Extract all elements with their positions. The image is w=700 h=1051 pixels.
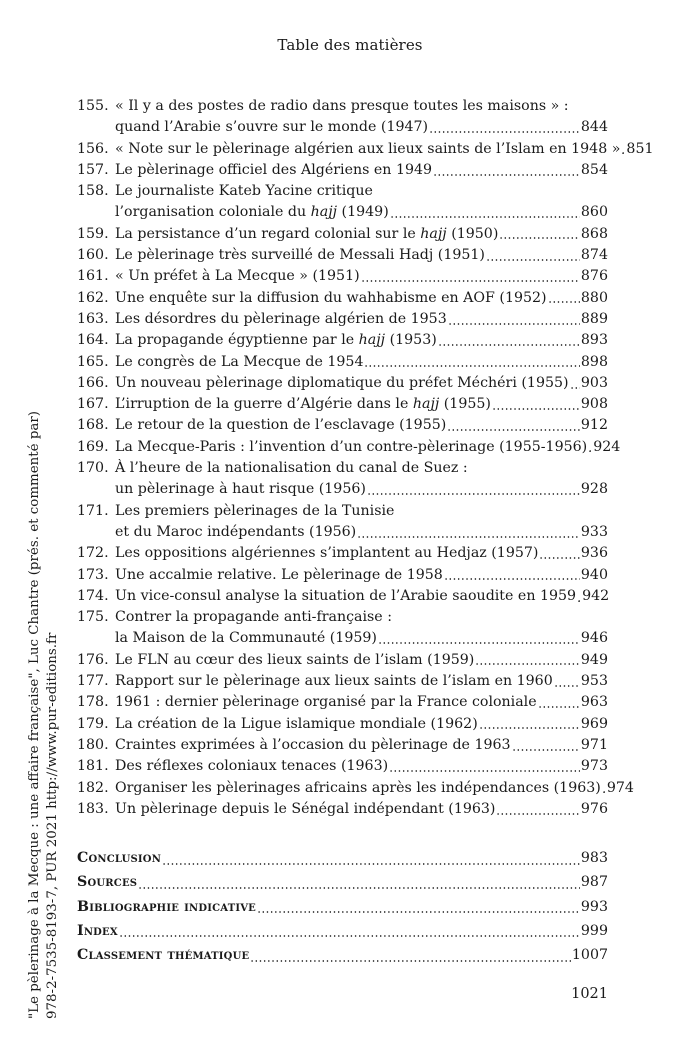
section-page: 987 <box>580 874 608 891</box>
section-entry <box>77 943 608 967</box>
table-of-contents <box>77 96 654 967</box>
dot-leader <box>250 958 571 963</box>
entry-line <box>115 415 608 436</box>
entry-title: Le retour de la question de l’esclavage (1955) <box>115 417 447 434</box>
entry-page: 908 <box>580 396 608 413</box>
entry-line <box>115 479 608 500</box>
dot-leader <box>539 556 579 561</box>
entry-number: 178. <box>77 694 109 711</box>
entry-line <box>115 437 621 458</box>
entry-title-part: L’irruption de la guerre d’Algérie dans le <box>115 396 413 413</box>
entry-page: 903 <box>580 374 608 391</box>
toc-entry <box>77 96 608 139</box>
dot-leader <box>367 492 580 497</box>
entry-body <box>115 735 608 756</box>
entry-line <box>115 224 608 245</box>
entry-line <box>115 266 608 287</box>
entry-number: 161. <box>77 268 109 285</box>
entry-number: 173. <box>77 566 109 583</box>
entry-title: 1961 : dernier pèlerinage organisé par la France coloniale <box>115 694 537 711</box>
entry-line <box>115 288 608 309</box>
entry-body <box>115 224 608 245</box>
dot-leader <box>554 683 580 688</box>
section-title: Conclusion <box>77 850 162 867</box>
dot-leader <box>538 705 580 710</box>
dot-leader <box>433 172 580 177</box>
dot-leader <box>444 577 580 582</box>
section-gap <box>77 820 608 846</box>
entry-body <box>115 565 608 586</box>
entry-title: La Mecque-Paris : l’invention d’un contre-pèlerinage (1955-1956) <box>115 438 588 455</box>
entry-page: 942 <box>582 587 610 604</box>
section-page: 999 <box>580 922 608 939</box>
entry-body <box>115 543 608 564</box>
dot-leader <box>389 769 580 774</box>
entry-title: Le congrès de La Mecque de 1954 <box>115 353 364 370</box>
dot-leader <box>577 598 581 603</box>
dot-leader <box>486 257 580 262</box>
section-title: Sources <box>77 874 138 891</box>
entry-line <box>115 522 608 543</box>
entry-line <box>115 799 608 820</box>
entry-title: Contrer la propagande anti-française : <box>115 609 392 626</box>
entry-page: 898 <box>580 353 608 370</box>
toc-entry <box>77 394 608 415</box>
section-page: 1007 <box>571 946 608 963</box>
entry-body <box>115 352 608 373</box>
section-page: 983 <box>580 850 608 867</box>
entry-title: À l’heure de la nationalisation du canal de Suez : <box>115 460 468 477</box>
entry-title: Le pèlerinage très surveillé de Messali Hadj (1951) <box>115 247 485 264</box>
entry-number: 174. <box>77 587 109 604</box>
dot-leader <box>447 428 580 433</box>
entry-title: et du Maroc indépendants (1956) <box>115 523 357 540</box>
entry-page: 880 <box>580 289 608 306</box>
entry-title: Des réflexes coloniaux tenaces (1963) <box>115 758 389 775</box>
entry-line <box>115 373 608 394</box>
entry-title: Le journaliste Kateb Yacine critique <box>115 183 373 200</box>
entry-line <box>115 501 608 522</box>
entry-number: 160. <box>77 247 109 264</box>
entry-page: 874 <box>580 247 608 264</box>
entry-page: 933 <box>580 523 608 540</box>
toc-entry <box>77 501 608 544</box>
section-entry <box>77 895 608 919</box>
toc-entry <box>77 245 608 266</box>
watermark-line-2: 978-2-7535-8193-7, PUR 2021 http://www.pur-editions.fr <box>44 632 60 1019</box>
dot-leader <box>257 910 580 915</box>
entry-title: « Il y a des postes de radio dans presque toutes les maisons » : <box>115 98 569 114</box>
entry-title: Organiser les pèlerinages africains après les indépendances (1963) <box>115 779 601 796</box>
toc-entry <box>77 266 608 287</box>
entry-line <box>115 352 608 373</box>
toc-entry <box>77 352 608 373</box>
entry-body <box>115 778 634 799</box>
entry-body <box>115 607 608 650</box>
entry-body <box>115 415 608 436</box>
section-title: Classement thématique <box>77 946 250 963</box>
entry-line <box>115 714 608 735</box>
toc-entry <box>77 330 608 351</box>
dot-leader <box>361 279 580 284</box>
dot-leader <box>479 726 580 731</box>
entry-line <box>115 330 608 351</box>
entry-number: 159. <box>77 225 109 242</box>
entry-page: 969 <box>580 715 608 732</box>
section-entry <box>77 919 608 943</box>
entry-title: Un nouveau pèlerinage diplomatique du préfet Méchéri (1955) <box>115 374 569 391</box>
entry-number: 158. <box>77 183 109 200</box>
entry-number: 176. <box>77 651 109 668</box>
entry-page: 860 <box>580 204 608 221</box>
entry-number: 168. <box>77 417 109 434</box>
entry-title: la Maison de la Communauté (1959) <box>115 630 377 647</box>
entry-title: La création de la Ligue islamique mondiale (1962) <box>115 715 478 732</box>
entry-number: 175. <box>77 609 109 626</box>
section-title: Bibliographie indicative <box>77 898 256 915</box>
dot-leader <box>357 534 580 539</box>
toc-entry <box>77 607 608 650</box>
running-header: Table des matières <box>277 36 423 54</box>
toc-entries <box>77 96 654 820</box>
entry-title: Les désordres du pèlerinage algérien de 1953 <box>115 310 447 327</box>
entry-number: 165. <box>77 353 109 370</box>
entry-number: 164. <box>77 332 109 349</box>
entry-line <box>115 181 608 202</box>
entry-line <box>115 309 608 330</box>
dot-leader <box>378 641 580 646</box>
toc-sections <box>77 846 608 967</box>
entry-page: 974 <box>606 779 634 796</box>
entry-title: Le pèlerinage officiel des Algériens en 1949 <box>115 161 433 178</box>
entry-title: « Note sur le pèlerinage algérien aux lieux saints de l’Islam en 1948 » <box>115 140 621 157</box>
toc-entry <box>77 415 608 436</box>
entry-title-part: La propagande égyptienne par le <box>115 332 359 349</box>
entry-page: 868 <box>580 225 608 242</box>
entry-title-part: l’organisation coloniale du <box>115 204 311 221</box>
entry-page: 844 <box>580 119 608 136</box>
toc-entry <box>77 373 608 394</box>
entry-title: Une enquête sur la diffusion du wahhabisme en AOF (1952) <box>115 289 547 306</box>
entry-title-part: (1953) <box>385 332 437 349</box>
toc-entry <box>77 778 634 799</box>
entry-page: 912 <box>580 417 608 434</box>
section-entry <box>77 870 608 894</box>
dot-leader <box>496 811 579 816</box>
toc-entry <box>77 799 608 820</box>
entry-title <box>115 394 491 415</box>
entry-line <box>115 692 608 713</box>
entry-page: 940 <box>580 566 608 583</box>
entry-title: Une accalmie relative. Le pèlerinage de 1958 <box>115 566 443 583</box>
entry-page: 949 <box>580 651 608 668</box>
entry-body <box>115 373 608 394</box>
dot-leader <box>390 215 580 220</box>
entry-number: 156. <box>77 140 109 157</box>
entry-number: 163. <box>77 310 109 327</box>
dot-leader <box>162 861 580 866</box>
entry-number: 155. <box>77 98 109 114</box>
entry-body <box>115 799 608 820</box>
entry-page: 973 <box>580 758 608 775</box>
entry-body <box>115 96 608 139</box>
toc-entry <box>77 756 608 777</box>
entry-body <box>115 756 608 777</box>
dot-leader <box>429 130 580 135</box>
dot-leader <box>438 343 580 348</box>
entry-body <box>115 692 608 713</box>
toc-entry <box>77 224 608 245</box>
entry-title-part: (1949) <box>337 204 389 221</box>
entry-number: 177. <box>77 673 109 690</box>
dot-leader <box>548 300 580 305</box>
entry-line <box>115 565 608 586</box>
entry-title: Les premiers pèlerinages de la Tunisie <box>115 502 395 519</box>
entry-body <box>115 650 608 671</box>
dot-leader <box>492 406 580 411</box>
entry-title: Rapport sur le pèlerinage aux lieux saints de l’islam en 1960 <box>115 673 553 690</box>
entry-body <box>115 714 608 735</box>
entry-line <box>115 671 608 692</box>
entry-number: 169. <box>77 438 109 455</box>
entry-number: 172. <box>77 545 109 562</box>
entry-title: Un pèlerinage depuis le Sénégal indépendant (1963) <box>115 800 496 817</box>
dot-leader <box>499 236 580 241</box>
entry-line <box>115 586 608 607</box>
toc-entry <box>77 692 608 713</box>
watermark-line-1: "Le pèlerinage à la Mecque : une affaire française", Luc Chantre (prés. et commenté par) <box>27 410 42 1019</box>
entry-line <box>115 139 654 160</box>
entry-body <box>115 309 608 330</box>
entry-title: « Un préfet à La Mecque » (1951) <box>115 268 360 285</box>
entry-body <box>115 586 608 607</box>
dot-leader <box>570 385 580 390</box>
entry-body <box>115 181 608 224</box>
entry-line <box>115 394 608 415</box>
toc-entry <box>77 181 608 224</box>
entry-body <box>115 266 608 287</box>
entry-number: 162. <box>77 289 109 306</box>
toc-entry <box>77 735 608 756</box>
toc-entry <box>77 565 608 586</box>
toc-entry <box>77 139 654 160</box>
entry-title <box>115 202 389 223</box>
toc-entry <box>77 458 608 501</box>
entry-line <box>115 735 608 756</box>
entry-title-italic: hajj <box>412 396 440 413</box>
dot-leader <box>448 321 580 326</box>
entry-page: 851 <box>626 140 654 157</box>
entry-title: Craintes exprimées à l’occasion du pèlerinage de 1963 <box>115 736 511 753</box>
entry-title <box>115 330 437 351</box>
entry-body <box>115 394 608 415</box>
section-title: Index <box>77 922 118 939</box>
entry-page: 893 <box>580 332 608 349</box>
entry-page: 971 <box>580 736 608 753</box>
dot-leader <box>588 449 592 454</box>
side-watermark <box>26 379 61 1019</box>
entry-title-italic: hajj <box>420 225 447 242</box>
entry-line <box>115 96 608 117</box>
entry-line <box>115 543 608 564</box>
entry-body <box>115 671 608 692</box>
entry-body <box>115 245 608 266</box>
entry-number: 181. <box>77 758 109 775</box>
entry-line <box>115 245 608 266</box>
entry-body <box>115 458 608 501</box>
page-number: 1021 <box>571 986 608 1002</box>
entry-number: 171. <box>77 502 109 519</box>
entry-line <box>115 628 608 649</box>
entry-title: Le FLN au cœur des lieux saints de l’islam (1959) <box>115 651 475 668</box>
entry-page: 928 <box>580 481 608 498</box>
entry-page: 889 <box>580 310 608 327</box>
entry-line <box>115 117 608 138</box>
entry-line <box>115 778 634 799</box>
entry-line <box>115 458 608 479</box>
toc-entry <box>77 160 608 181</box>
entry-body <box>115 288 608 309</box>
entry-title: Un vice-consul analyse la situation de l’Arabie saoudite en 1959 <box>115 587 577 604</box>
entry-number: 166. <box>77 374 109 391</box>
entry-title-italic: hajj <box>310 204 338 221</box>
entry-number: 179. <box>77 715 109 732</box>
toc-entry <box>77 650 608 671</box>
dot-leader <box>512 747 580 752</box>
entry-number: 180. <box>77 736 109 753</box>
toc-entry <box>77 714 608 735</box>
entry-number: 157. <box>77 161 109 178</box>
entry-page: 924 <box>593 438 621 455</box>
entry-number: 183. <box>77 800 109 817</box>
toc-entry <box>77 586 608 607</box>
entry-page: 936 <box>580 545 608 562</box>
entry-body <box>115 437 621 458</box>
dot-leader <box>138 886 580 891</box>
dot-leader <box>602 790 606 795</box>
dot-leader <box>364 364 579 369</box>
entry-line <box>115 756 608 777</box>
entry-title-part: (1950) <box>446 225 499 242</box>
entry-body <box>115 139 654 160</box>
dot-leader <box>119 934 580 939</box>
entry-line <box>115 160 608 181</box>
entry-body <box>115 330 608 351</box>
entry-page: 963 <box>580 694 608 711</box>
entry-number: 170. <box>77 460 109 477</box>
toc-entry <box>77 543 608 564</box>
section-page: 993 <box>580 898 608 915</box>
toc-entry <box>77 671 608 692</box>
entry-page: 976 <box>580 800 608 817</box>
entry-title-part: (1955) <box>439 396 491 413</box>
toc-entry <box>77 437 621 458</box>
entry-page: 953 <box>580 673 608 690</box>
entry-body <box>115 160 608 181</box>
entry-title: un pèlerinage à haut risque (1956) <box>115 481 366 498</box>
section-entry <box>77 846 608 870</box>
entry-page: 876 <box>580 268 608 285</box>
entry-title-part: La persistance d’un regard colonial sur le <box>115 225 421 242</box>
entry-page: 946 <box>580 630 608 647</box>
entry-line <box>115 650 608 671</box>
toc-entry <box>77 288 608 309</box>
entry-line <box>115 202 608 223</box>
entry-line <box>115 607 608 628</box>
entry-title-italic: hajj <box>358 332 386 349</box>
entry-title: quand l’Arabie s’ouvre sur le monde (1947) <box>115 119 429 136</box>
toc-entry <box>77 309 608 330</box>
entry-number: 182. <box>77 779 109 796</box>
entry-page: 854 <box>580 161 608 178</box>
dot-leader <box>621 151 625 156</box>
entry-title: Les oppositions algériennes s’implantent au Hedjaz (1957) <box>115 545 539 562</box>
entry-title <box>115 224 498 245</box>
entry-body <box>115 501 608 544</box>
entry-number: 167. <box>77 396 109 413</box>
dot-leader <box>475 662 580 667</box>
